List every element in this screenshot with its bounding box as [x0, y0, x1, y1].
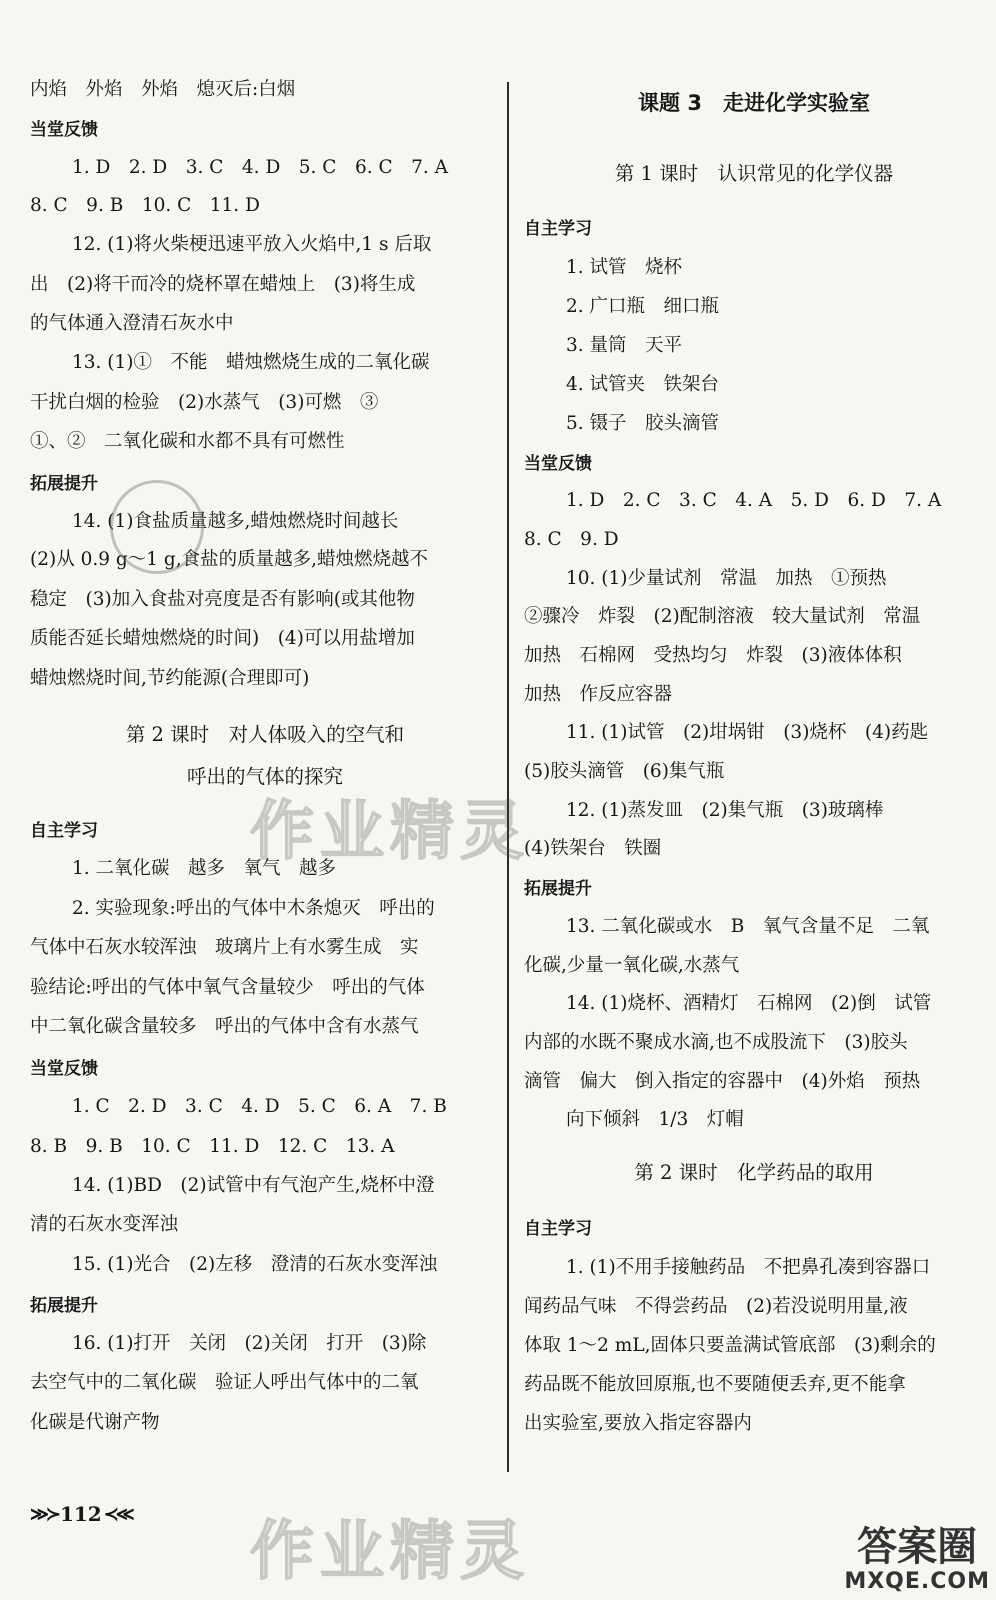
- corner-logo-title: 答案圈: [857, 1524, 978, 1570]
- topic-title: 课题 3 走进化学实验室: [638, 91, 870, 115]
- text-line: 闻药品气味 不得尝药品 (2)若没说明用量,液: [524, 1296, 908, 1317]
- section-heading: 自主学习: [524, 219, 592, 239]
- text-line: 14. (1)BD (2)试管中有气泡产生,烧杯中澄: [72, 1175, 435, 1196]
- watermark: 作业精灵: [250, 795, 530, 869]
- text-line: 16. (1)打开 关闭 (2)关闭 打开 (3)除: [72, 1333, 427, 1354]
- lesson-title: 第 2 课时 对人体吸入的空气和: [125, 723, 405, 746]
- page-number-text: 112: [59, 1502, 102, 1526]
- text-line: 8. B 9. B 10. C 11. D 12. C 13. A: [30, 1136, 395, 1157]
- text-line: 去空气中的二氧化碳 验证人呼出气体中的二氧: [30, 1372, 419, 1393]
- text-line: 10. (1)少量试剂 常温 加热 ①预热: [566, 568, 887, 589]
- text-line: 加热 作反应容器: [524, 684, 673, 705]
- text-line: 13. (1)① 不能 蜡烛燃烧生成的二氧化碳: [72, 352, 430, 373]
- lesson-title: 第 1 课时 认识常见的化学仪器: [614, 162, 894, 185]
- text-line: 药品既不能放回原瓶,也不要随便丢弃,更不能拿: [524, 1374, 906, 1395]
- text-line: 向下倾斜 1/3 灯帽: [566, 1109, 744, 1130]
- text-line: 出实验室,要放入指定容器内: [524, 1413, 752, 1434]
- text-line: 1. 二氧化碳 越多 氧气 越多: [72, 858, 337, 879]
- lesson-title: 呼出的气体的探究: [186, 765, 343, 788]
- corner-logo: [844, 1525, 990, 1594]
- text-line: 质能否延长蜡烛燃烧的时间) (4)可以用盐增加: [30, 628, 415, 649]
- text-line: 化碳是代谢产物: [30, 1412, 160, 1433]
- text-line: 的气体通入澄清石灰水中: [30, 313, 234, 334]
- text-line: 8. C 9. B 10. C 11. D: [30, 195, 260, 216]
- section-heading: 拓展提升: [30, 1296, 98, 1316]
- text-line: 15. (1)光合 (2)左移 澄清的石灰水变浑浊: [72, 1254, 438, 1275]
- text-line: 14. (1)烧杯、酒精灯 石棉网 (2)倒 试管: [566, 993, 932, 1014]
- text-line: 11. (1)试管 (2)坩埚钳 (3)烧杯 (4)药匙: [566, 722, 929, 743]
- watermark: 作业精灵: [250, 1515, 530, 1589]
- page-number: [30, 1502, 132, 1526]
- text-line: 内部的水既不聚成水滴,也不成股流下 (3)胶头: [524, 1032, 908, 1053]
- text-line: 13. 二氧化碳或水 B 氧气含量不足 二氧: [566, 916, 930, 937]
- text-line: 出 (2)将干而冷的烧杯罩在蜡烛上 (3)将生成: [30, 274, 416, 295]
- text-line: 中二氧化碳含量较多 呼出的气体中含有水蒸气: [30, 1016, 419, 1037]
- text-line: (4)铁架台 铁圈: [524, 838, 662, 859]
- text-line: (5)胶头滴管 (6)集气瓶: [524, 761, 725, 782]
- text-line: 内焰 外焰 外焰 熄灭后:白烟: [30, 79, 296, 100]
- text-line: 8. C 9. D: [524, 529, 619, 550]
- text-line: 5. 镊子 胶头滴管: [566, 413, 720, 434]
- flourish-right-icon: ≺≪: [103, 1503, 132, 1525]
- text-line: 1. (1)不用手接触药品 不把鼻孔凑到容器口: [566, 1257, 931, 1278]
- section-heading: 当堂反馈: [30, 1059, 98, 1079]
- text-line: 12. (1)将火柴梗迅速平放入火焰中,1 s 后取: [72, 234, 432, 255]
- lesson-title: 第 2 课时 化学药品的取用: [634, 1161, 874, 1184]
- text-line: 1. 试管 烧杯: [566, 257, 683, 278]
- text-line: 3. 量筒 天平: [566, 335, 683, 356]
- text-line: 稳定 (3)加入食盐对亮度是否有影响(或其他物: [30, 589, 415, 610]
- text-line: 干扰白烟的检验 (2)水蒸气 (3)可燃 ③: [30, 392, 379, 413]
- text-line: ①、② 二氧化碳和水都不具有可燃性: [30, 431, 345, 452]
- text-line: 验结论:呼出的气体中氧气含量较少 呼出的气体: [30, 977, 425, 998]
- corner-logo-url: MXQE.COM: [844, 1569, 990, 1594]
- text-line: 4. 试管夹 铁架台: [566, 374, 720, 395]
- flourish-left-icon: ≫≻: [30, 1503, 58, 1525]
- column-divider: [507, 82, 509, 1472]
- text-line: 蜡烛燃烧时间,节约能源(合理即可): [30, 668, 310, 689]
- section-heading: 自主学习: [30, 821, 98, 841]
- text-line: 气体中石灰水较浑浊 玻璃片上有水雾生成 实: [30, 937, 419, 958]
- text-line: 12. (1)蒸发皿 (2)集气瓶 (3)玻璃棒: [566, 800, 884, 821]
- text-line: 加热 石棉网 受热均匀 炸裂 (3)液体体积: [524, 645, 902, 666]
- text-line: 滴管 偏大 倒入指定的容器中 (4)外焰 预热: [524, 1071, 921, 1092]
- text-line: 14. (1)食盐质量越多,蜡烛燃烧时间越长: [72, 511, 399, 532]
- text-line: 1. D 2. C 3. C 4. A 5. D 6. D 7. A: [566, 490, 942, 511]
- text-line: 体取 1～2 mL,固体只要盖满试管底部 (3)剩余的: [524, 1335, 936, 1356]
- text-line: 1. C 2. D 3. C 4. D 5. C 6. A 7. B: [72, 1096, 447, 1117]
- section-heading: 当堂反馈: [524, 454, 592, 474]
- section-heading: 拓展提升: [524, 879, 592, 899]
- section-heading: 拓展提升: [30, 474, 98, 494]
- text-line: 清的石灰水变浑浊: [30, 1214, 179, 1235]
- text-line: ②骤冷 炸裂 (2)配制溶液 较大量试剂 常温: [524, 606, 921, 627]
- section-heading: 当堂反馈: [30, 120, 98, 140]
- text-line: (2)从 0.9 g～1 g,食盐的质量越多,蜡烛燃烧越不: [30, 549, 428, 570]
- text-line: 2. 实验现象:呼出的气体中木条熄灭 呼出的: [72, 898, 435, 919]
- text-line: 2. 广口瓶 细口瓶: [566, 296, 720, 317]
- text-line: 化碳,少量一氧化碳,水蒸气: [524, 955, 740, 976]
- text-line: 1. D 2. D 3. C 4. D 5. C 6. C 7. A: [72, 157, 449, 178]
- section-heading: 自主学习: [524, 1219, 592, 1239]
